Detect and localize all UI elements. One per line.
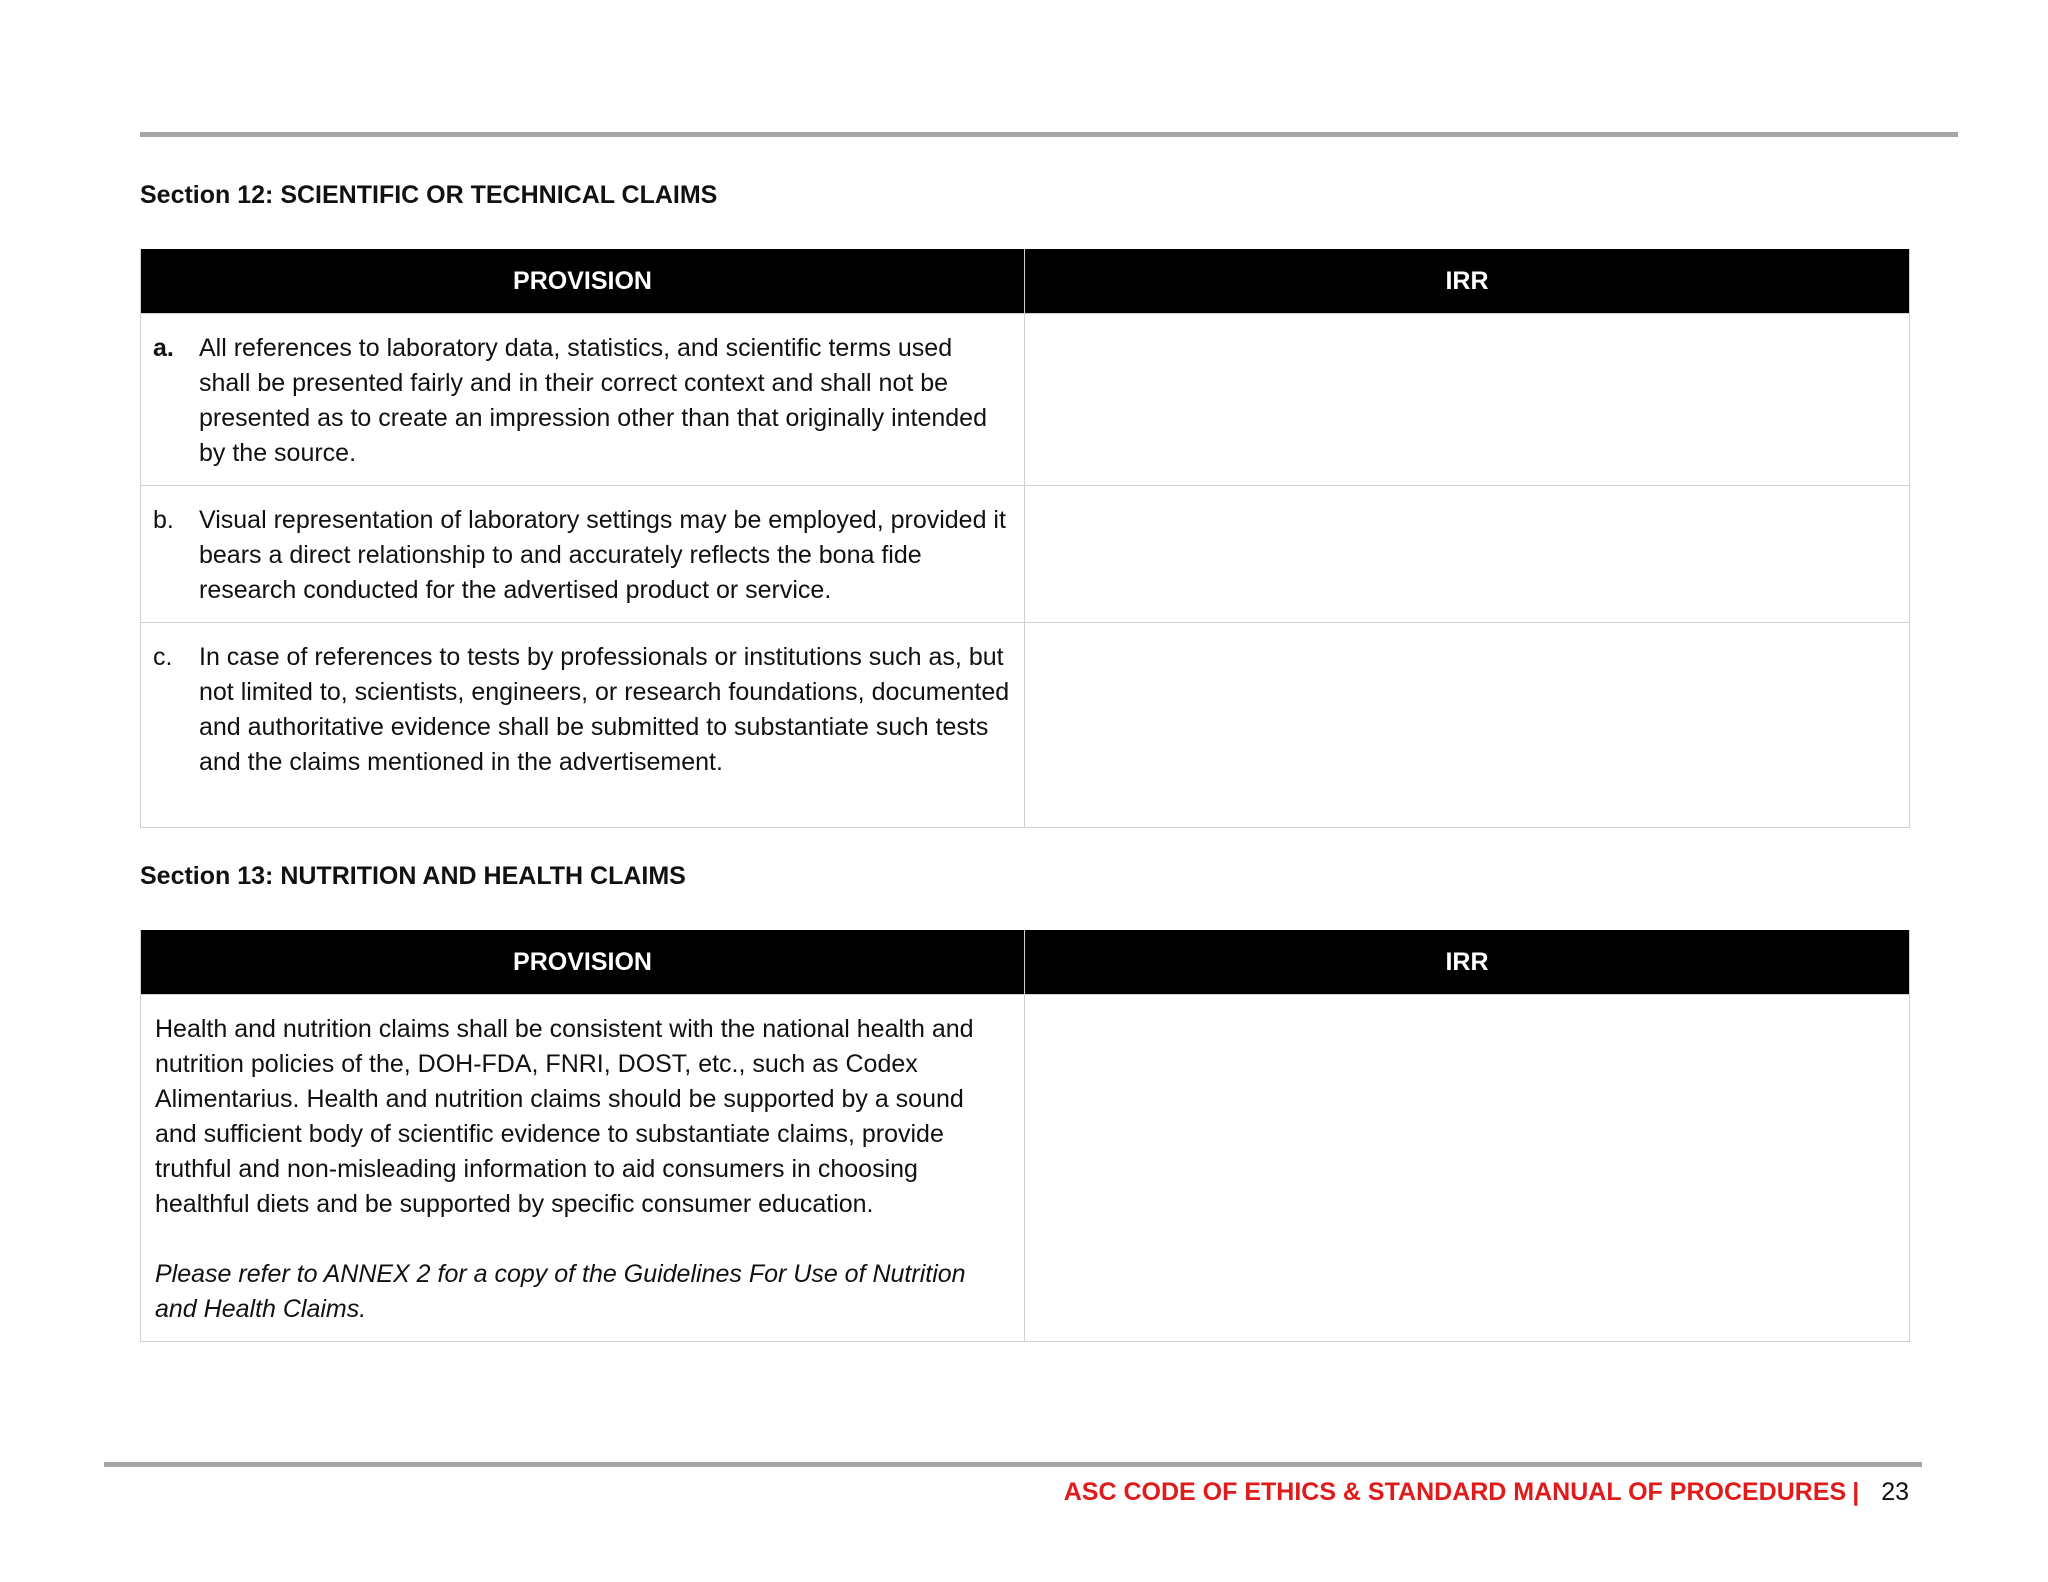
provision-text: Health and nutrition claims shall be consistent with the national health and nutrition policies of the, DOH-FDA, FNRI, DOST, etc., such as Codex Alimentarius. Health and nutrition claims should be supported by a sound and sufficient body of scientific evidence to substantiate claims, provide truthful and non-misleading information to aid consumers in choosing healthful diets and be supported by specific consumer education. <box>155 1015 974 1218</box>
irr-cell <box>1025 995 1910 1342</box>
section-13-heading: Section 13: NUTRITION AND HEALTH CLAIMS <box>140 862 686 890</box>
table-header-row <box>141 930 1910 995</box>
provision-column-header: PROVISION <box>141 249 1025 314</box>
provision-column-header: PROVISION <box>141 930 1025 995</box>
provision-cell <box>141 995 1025 1342</box>
footer-divider <box>104 1462 1922 1467</box>
irr-column-header: IRR <box>1025 930 1910 995</box>
provision-cell <box>141 486 1025 623</box>
irr-cell <box>1025 486 1910 623</box>
page-number: 23 <box>1881 1478 1909 1506</box>
provision-cell <box>141 623 1025 828</box>
top-divider <box>140 132 1958 137</box>
section-12-heading: Section 12: SCIENTIFIC OR TECHNICAL CLAIMS <box>140 181 718 209</box>
footer-title: ASC CODE OF ETHICS & STANDARD MANUAL OF PROCEDURES <box>1063 1478 1847 1506</box>
section-12-table <box>140 249 1910 828</box>
provision-cell <box>141 314 1025 486</box>
provision-text: In case of references to tests by professionals or institutions such as, but not limited to, scientists, engineers, or research foundations, documented and authoritative evidence shall be submitted to substantiate such tests and the claims mentioned in the advertisement. <box>199 643 1010 776</box>
annex-reference-note: Please refer to ANNEX 2 for a copy of the Guidelines For Use of Nutrition and Health Claims. <box>155 1260 966 1323</box>
page-footer <box>1064 1478 1909 1507</box>
table-row <box>141 623 1910 828</box>
table-row <box>141 486 1910 623</box>
table-header-row <box>141 249 1910 314</box>
section-13-table <box>140 930 1910 1342</box>
irr-cell <box>1025 623 1910 828</box>
table-row <box>141 995 1910 1342</box>
item-marker: c. <box>153 643 173 671</box>
irr-column-header: IRR <box>1025 249 1910 314</box>
item-marker: a. <box>153 334 174 362</box>
provision-text: Visual representation of laboratory settings may be employed, provided it bears a direct relationship to and accurately reflects the bona fide research conducted for the advertised product or service. <box>199 506 1006 604</box>
irr-cell <box>1025 314 1910 486</box>
provision-text: All references to laboratory data, statistics, and scientific terms used shall be presented fairly and in their correct context and shall not be presented as to create an impression other than that originally intended by the source. <box>199 334 987 467</box>
item-marker: b. <box>153 506 174 534</box>
footer-separator: | <box>1852 1478 1860 1506</box>
table-row <box>141 314 1910 486</box>
